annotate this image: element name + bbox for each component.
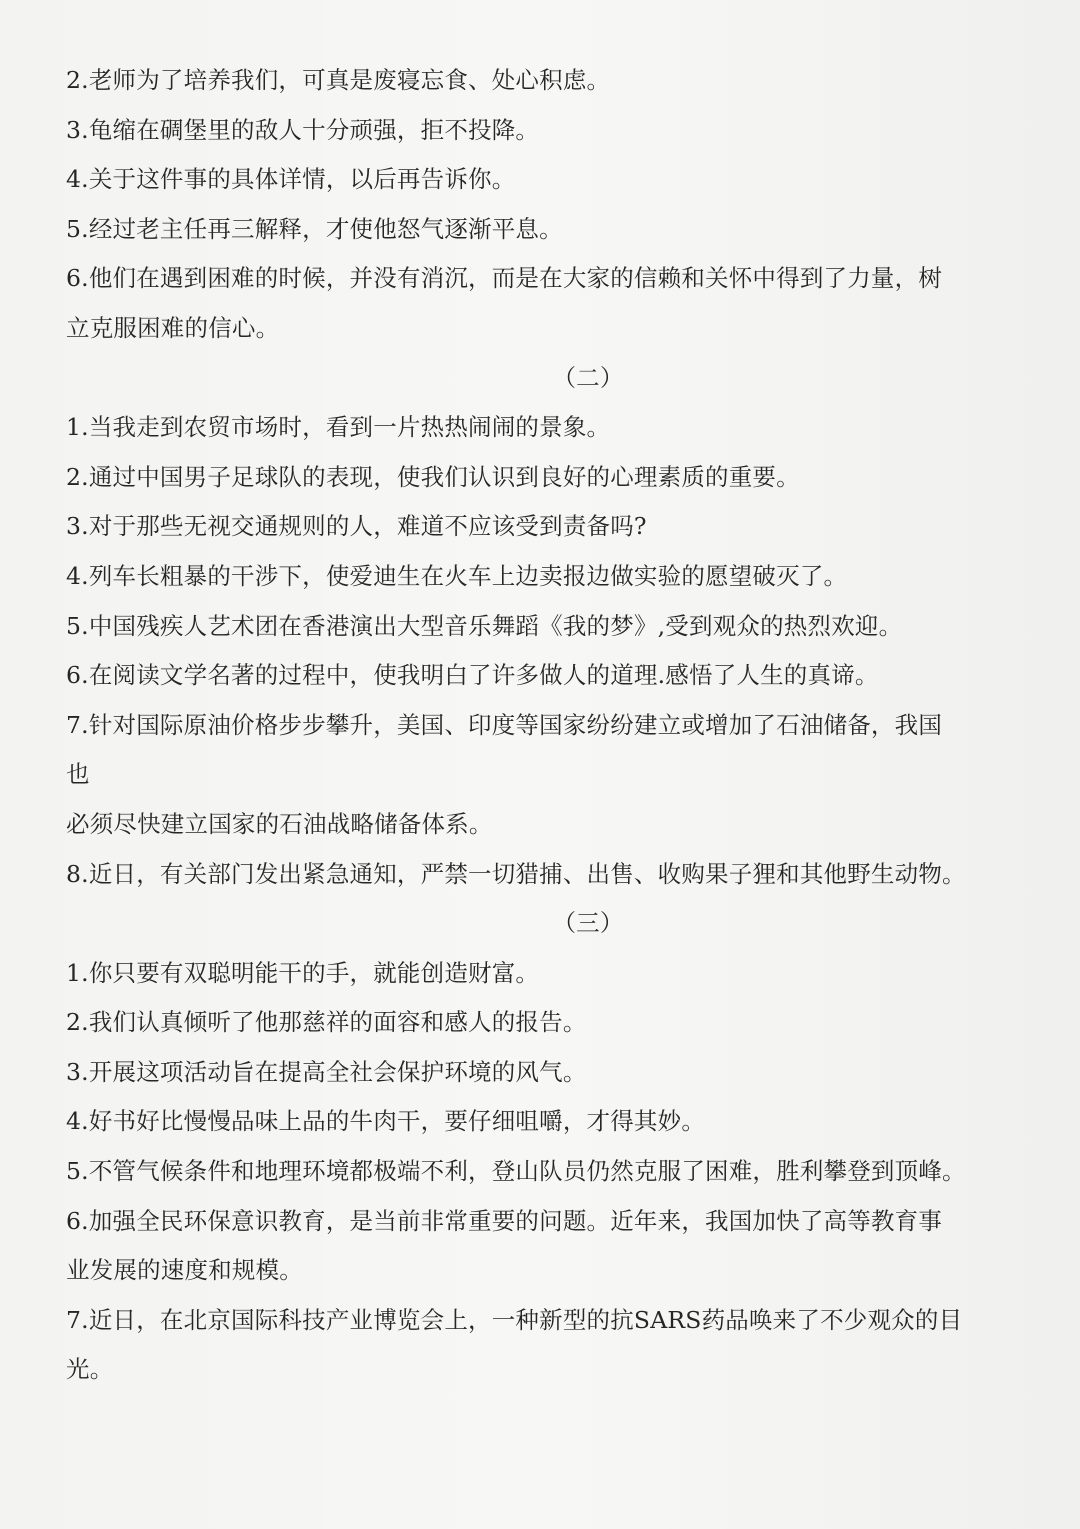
text-line: 立克服困难的信心。 [66, 313, 280, 342]
text-line: 1.你只要有双聪明能干的手，就能创造财富。 [66, 958, 540, 987]
text-line: 2.老师为了培养我们，可真是废寝忘食、处心积虑。 [66, 66, 611, 94]
text-line: 5.经过老主任再三解释，才使他怒气逐渐平息。 [66, 214, 563, 243]
text-line: 7.近日，在北京国际科技产业博览会上，一种新型的抗SARS药品唤来了不少观众的目 [66, 1305, 963, 1334]
text-line: 5.中国残疾人艺术团在香港演出大型音乐舞蹈《我的梦》,受到观众的热烈欢迎。 [66, 611, 903, 640]
text-line: 光。 [66, 1355, 114, 1384]
text-line: 3.龟缩在碉堡里的敌人十分顽强，拒不投降。 [66, 115, 540, 144]
text-line: 3.开展这项活动旨在提高全社会保护环境的风气。 [66, 1057, 587, 1086]
text-line: 7.针对国际原油价格步步攀升，美国、印度等国家纷纷建立或增加了石油储备，我国 [66, 710, 943, 739]
text-line: 2.通过中国男子足球队的表现，使我们认识到良好的心理素质的重要。 [66, 462, 800, 491]
text-line: 6.在阅读文学名著的过程中，使我明白了许多做人的道理.感悟了人生的真谛。 [66, 661, 879, 690]
text-line: 4.好书好比慢慢品味上品的牛肉干，要仔细咀嚼，才得其妙。 [66, 1107, 706, 1136]
text-line: 1.当我走到农贸市场时，看到一片热热闹闹的景象。 [66, 413, 611, 442]
text-line: 6.加强全民环保意识教育，是当前非常重要的问题。近年来，我国加快了高等教育事 [66, 1206, 943, 1235]
text-line: 2.我们认真倾听了他那慈祥的面容和感人的报告。 [66, 1008, 587, 1037]
text-line: 4.列车长粗暴的干涉下，使爱迪生在火车上边卖报边做实验的愿望破灭了。 [66, 561, 848, 590]
section-heading: （三） [552, 909, 624, 938]
text-line: 5.不管气候条件和地理环境都极端不利，登山队员仍然克服了困难，胜利攀登到顶峰。 [66, 1157, 966, 1186]
text-line: 4.关于这件事的具体详情，以后再告诉你。 [66, 165, 516, 194]
text-line: 必须尽快建立国家的石油战略储备体系。 [66, 809, 493, 838]
text-line: 3.对于那些无视交通规则的人，难道不应该受到责备吗? [66, 512, 647, 541]
text-line: 6.他们在遇到困难的时候，并没有消沉，而是在大家的信赖和关怀中得到了力量，树 [66, 264, 943, 293]
text-line: 也 [66, 760, 90, 789]
text-line: 业发展的速度和规模。 [66, 1256, 303, 1285]
section-heading: （二） [552, 363, 624, 392]
text-line: 8.近日，有关部门发出紧急通知，严禁一切猎捕、出售、收购果子狸和其他野生动物。 [66, 859, 966, 888]
